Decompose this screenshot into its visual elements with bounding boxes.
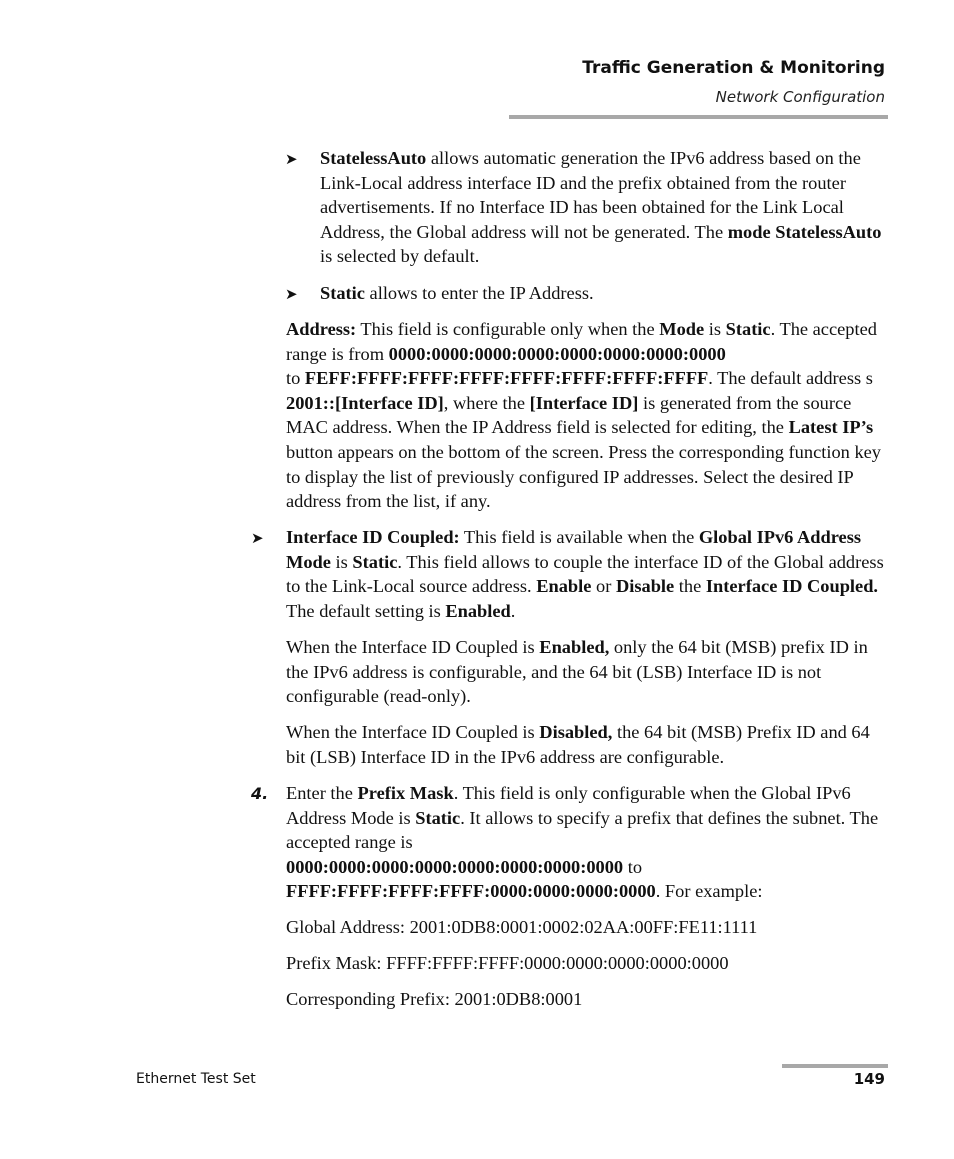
prefix-range-to: FFFF:FFFF:FFFF:FFFF:0000:0000:0000:0000 xyxy=(286,881,656,902)
running-header-title: Traffic Generation & Monitoring xyxy=(582,58,885,78)
example-corresponding-prefix: Corresponding Prefix: 2001:0DB8:0001 xyxy=(286,989,583,1009)
example-global-address: Global Address: 2001:0DB8:0001:0002:02AA:00FF:FE11:1111 xyxy=(286,917,758,937)
address-label: Address: xyxy=(286,319,357,339)
step-number: 4. xyxy=(251,784,269,803)
prefix-range-from: 0000:0000:0000:0000:0000:0000:0000:0000 xyxy=(286,856,624,877)
page-number: 149 xyxy=(853,1070,885,1088)
header-divider xyxy=(509,115,888,119)
address-range-from: 0000:0000:0000:0000:0000:0000:0000:0000 xyxy=(388,343,726,364)
address-range-to: FEFF:FFFF:FFFF:FFFF:FFFF:FFFF:FFFF:FFFF xyxy=(304,368,709,389)
address-paragraph: Address: This field is configurable only when the Mode is Static. The accepted range is from 0000:0000:0000:0000:0000:0000:0000:0000 to FEFF:FFFF:FFFF:FFFF:FFFF:FFFF:FFFF:FFFF. The default address s 2001::[Interface ID], where the [Interface ID] is generated from the source MAC address. When the IP Address field is selected for editing, the Latest IP’s button appears on the bottom of the screen. Press the corresponding function key to display the list of previously configured IP addresses. Select the desired IP address from the list, if any. xyxy=(286,319,881,512)
static-term: Static xyxy=(320,283,365,303)
coupled-label: Interface ID Coupled: xyxy=(286,527,460,547)
bullet-arrow-icon: ➤ xyxy=(285,152,298,168)
address-default: 2001::[Interface ID] xyxy=(286,392,444,413)
footer-product-name: Ethernet Test Set xyxy=(136,1071,256,1087)
stateless-auto-paragraph: StatelessAuto allows automatic generation the IPv6 address based on the Link-Local address interface ID and the prefix obtained from the router advertisements. If no Interface ID has been obtained for the Link Local Address, the Global address will not be generated. The mode StatelessAuto is selected by default. xyxy=(320,148,882,267)
stateless-term: StatelessAuto xyxy=(320,148,427,168)
static-paragraph: Static allows to enter the IP Address. xyxy=(320,283,594,303)
running-header-subtitle: Network Configuration xyxy=(715,88,885,106)
coupled-enabled-paragraph: When the Interface ID Coupled is Enabled, only the 64 bit (MSB) prefix ID in the IPv6 address is configurable, and the 64 bit (LSB) Interface ID is not configurable (read-only). xyxy=(286,637,868,707)
interface-id-coupled-paragraph: Interface ID Coupled: This field is available when the Global IPv6 Address Mode is Static. This field allows to couple the interface ID of the Global address to the Link-Local source address. Enable or Disable the Interface ID Coupled. The default setting is Enabled. xyxy=(286,527,884,621)
step4-paragraph: Enter the Prefix Mask. This field is only configurable when the Global IPv6 Address Mode is Static. It allows to specify a prefix that defines the subnet. The accepted range is 0000:0000:0000:0000:0000:0000:0000:0000 to FFFF:FFFF:FFFF:FFFF:0000:0000:0000:0000. For example: xyxy=(286,783,879,902)
bullet-arrow-icon: ➤ xyxy=(285,287,298,303)
prefix-mask-term: Prefix Mask xyxy=(357,783,454,803)
example-prefix-mask: Prefix Mask: FFFF:FFFF:FFFF:0000:0000:0000:0000:0000 xyxy=(286,953,729,973)
coupled-disabled-paragraph: When the Interface ID Coupled is Disabled, the 64 bit (MSB) Prefix ID and 64 bit (LSB) Interface ID in the IPv6 address are configurable. xyxy=(286,722,870,767)
footer-divider xyxy=(782,1064,888,1068)
bullet-arrow-icon: ➤ xyxy=(251,531,264,547)
